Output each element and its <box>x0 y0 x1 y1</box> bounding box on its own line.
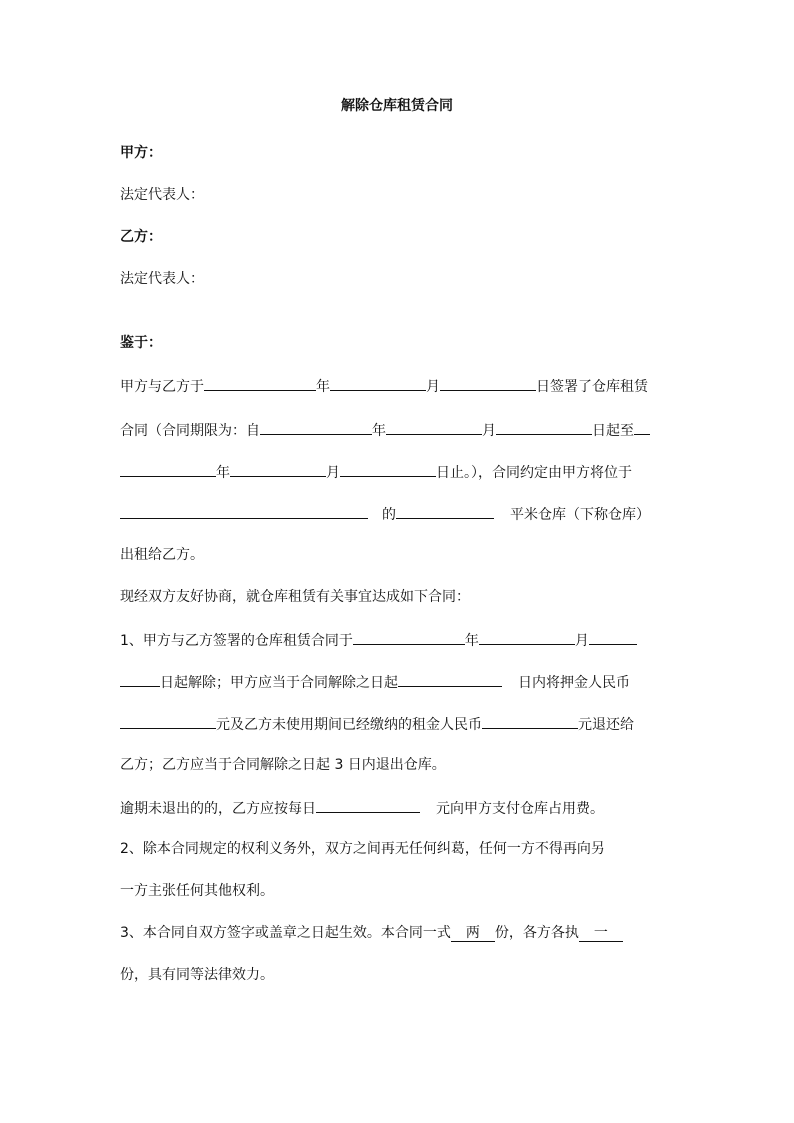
clause-1-line-1 <box>120 629 637 651</box>
text: 3、本合同自双方签字或盖章之日起生效。本合同一式 <box>120 925 451 941</box>
term-end-year-blank <box>120 461 216 477</box>
party-b-label: 乙方： <box>120 229 162 245</box>
term-end-month-blank <box>230 461 326 477</box>
whereas-line-2 <box>120 419 650 441</box>
text: 甲方与乙方于 <box>120 379 204 395</box>
clause-3-line-1 <box>120 923 623 943</box>
clause-1-line-2 <box>120 671 630 693</box>
text: 年 <box>216 465 230 481</box>
copies-each-field: 一 <box>579 925 623 942</box>
text: 元向甲方支付仓库占用费。 <box>436 801 604 817</box>
term-start-day-blank <box>496 419 592 435</box>
clause-1-line-4: 乙方；乙方应当于合同解除之日起 3 日内退出仓库。 <box>120 757 446 773</box>
text: 逾期未退出的的，乙方应按每日 <box>120 801 316 817</box>
clause-1-line-5 <box>120 797 604 819</box>
termination-year-blank <box>353 629 465 645</box>
whereas-line-6: 现经双方友好协商，就仓库租赁有关事宜达成如下合同： <box>120 589 470 605</box>
warehouse-location-blank <box>120 503 368 519</box>
termination-month-blank <box>479 629 575 645</box>
whereas-line-4 <box>120 503 650 525</box>
text: 月 <box>574 633 589 649</box>
text: 元退还给 <box>578 717 634 733</box>
daily-occupancy-fee-blank <box>316 797 420 813</box>
text: 月 <box>326 465 340 481</box>
clause-1-line-3 <box>120 713 634 735</box>
whereas-line-5: 出租给乙方。 <box>120 547 204 563</box>
warehouse-area-blank <box>396 503 494 519</box>
clause-2-line-2: 一方主张任何其他权利。 <box>120 883 274 899</box>
text: 日内将押金人民币 <box>518 675 630 691</box>
text: 月 <box>482 423 496 439</box>
whereas-line-1 <box>120 375 648 397</box>
party-a-rep-label: 法定代表人： <box>120 187 204 203</box>
whereas-line-3 <box>120 461 632 483</box>
sign-date-month-blank <box>330 375 426 391</box>
text: 的 <box>382 507 396 523</box>
party-b-rep-label: 法定代表人： <box>120 271 204 287</box>
whereas-label: 鉴于： <box>120 335 162 351</box>
clause-3-line-2: 份，具有同等法律效力。 <box>120 967 274 983</box>
termination-day-blank-start <box>589 629 637 645</box>
document-title: 解除仓库租赁合同 <box>341 98 453 114</box>
term-start-year-blank <box>260 419 372 435</box>
text: 日起至 <box>592 423 634 439</box>
copies-total-field: 两 <box>451 925 495 942</box>
text: 合同（合同期限为：自 <box>120 423 260 439</box>
term-end-start-blank <box>634 419 650 435</box>
sign-date-day-blank <box>440 375 536 391</box>
text: 日签署了仓库租赁 <box>536 379 648 395</box>
sign-date-year-blank <box>204 375 316 391</box>
text: 月 <box>426 379 440 395</box>
clause-2-line-1: 2、除本合同规定的权利义务外，双方之间再无任何纠葛，任何一方不得再向另 <box>120 841 605 857</box>
text: 年 <box>372 423 386 439</box>
party-a-label: 甲方： <box>120 145 162 161</box>
text: 份，各方各执 <box>494 925 579 941</box>
text: 平米仓库（下称仓库） <box>510 507 650 523</box>
text: 年 <box>316 379 330 395</box>
text: 元及乙方未使用期间已经缴纳的租金人民币 <box>216 717 482 733</box>
term-start-month-blank <box>386 419 482 435</box>
text: 1、甲方与乙方签署的仓库租赁合同于 <box>120 633 353 649</box>
text: 日止。），合同约定由甲方将位于 <box>436 465 632 481</box>
termination-day-blank-end <box>120 671 160 687</box>
deposit-amount-blank <box>120 713 216 729</box>
rent-refund-amount-blank <box>482 713 578 729</box>
term-end-day-blank <box>340 461 436 477</box>
text: 日起解除；甲方应当于合同解除之日起 <box>160 675 398 691</box>
refund-days-blank <box>398 671 502 687</box>
text: 年 <box>464 633 479 649</box>
